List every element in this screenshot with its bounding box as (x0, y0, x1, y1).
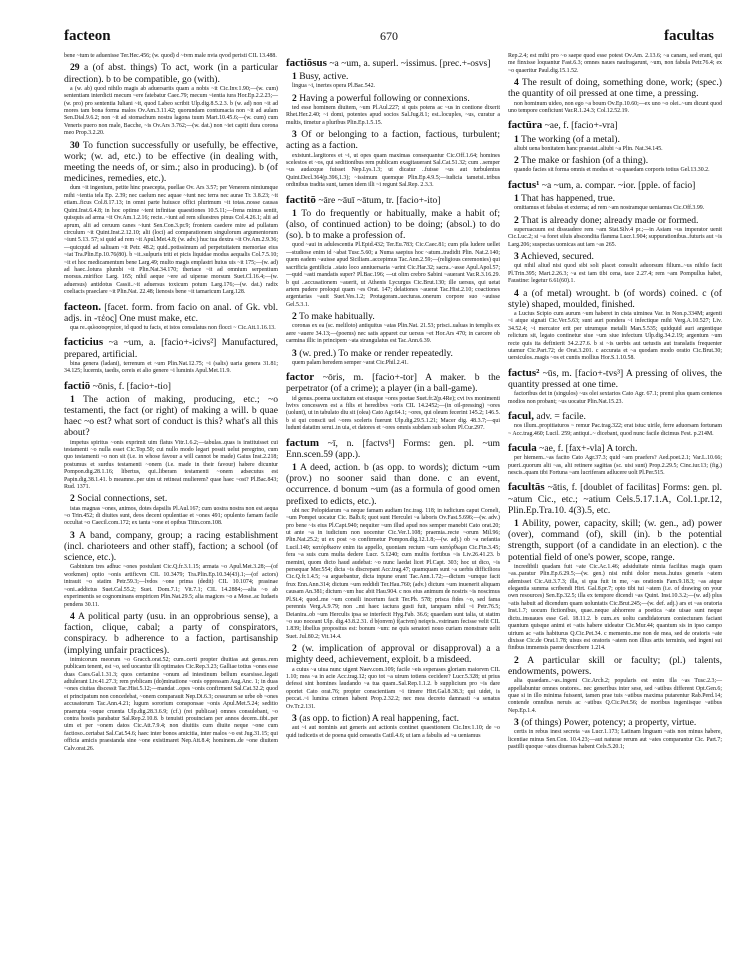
sense-definition: 4 A political party (usu. in an opprobrious sense), a faction, clique, cabal; a party of conspirators, conspiracy. b adherence to a faction, partisanship (implying unfair practices). (64, 610, 278, 656)
citation-block: impetus spiritus ~onis exprimit uim flatus Vitr.1.6.2;—tabulas..quas is instituisset cui testamenti ~o nulla esset Cic.Top.50; cui nullo modo legari possit uelut peregrino, cum quo testamenti ~o non sit (i.e. in whose favour a will cannot be made) Gaius Inst.2.218; postumus et surdus testamenti ~onem (i.e. made in their favour) habere dicuntur Pompon.dig.28.1.16; libertus, qui..liberam testamenti ~onem adsecutus est Papin.dig.38.1.41. b meamne..per uim ut retineat mulierem? quae haec ~ost? Pl.Bac.843; Rud. 1371. (64, 439, 278, 491)
lemma: facteon. (64, 300, 101, 313)
citation-block: incredibili quadam fuit ~ate Cic.Ac.1.46; adsiduitate nimia facilitas magis quam ~as..paratur Plin.Ep.6.29.5;—(w. gen.) nisi mihi dolor meus..huius generis ~atem ademisset Cic.Att.3.7.3; illa, si qua fuit in me, ~as orationis Fam.9.18.3; ~as atque elegantia summa scribendi Hirt. Gal.8.pr.7; opto tibi tui ~atem (i.e. of drawing on your own resources) Sen.Ep.32.5; illa ex tempore dicendi ~as Quint. Inst.10.3.2;—(w. ad) plus ~atis habuit ad dicendum quam uoluntatis Cic.Brut.245;—(w. def. adj.) ars et ~as oratoria Inst.1.7; uocum fictionibus, quae..neque abhorrere a poetica ~ate uisae sunt neque dictu..insuaues esse Gel. 18.11.2. b cum..ex uoltu candidatorum coniecturam faciant quantum quisque animi et ~atis habere uideatur Cic.Mur.44; quantum sis in ipso campo uirium ac ~atis habiturus Q.Cic.Pet.34. c memento..me non de mea, sed de oratoris ~ate dixisse Cic.de Orat.1.78; uisus est oratoris ~atem non illius artis terminis, sed ingeni sui finibus immensis paene describere 1.214. (508, 563, 722, 652)
sense-number: 1 (292, 462, 297, 474)
citation-block: Gabinium tres adhuc ~ones postulant Cic.Q.fr.3.1.15; armata ~o Apul.Met.3.28;—(of workmen) optio ~onis artificvm CIL 10.3479; Tra.Plin.Ep.10.34(43).1;—(of actors) intrauit ~o statim Petr.59.3;—lvdos ~one prima (dedit) CIL 10.1074; prasinae ~oni..addictus Suet.Cal.55.2; Suet. Dom.7.1; Vit.7.1; CIL 14.2884;—alia ~o ab experimentis se cognominans empiricen Plin.Nat.29.5; alia magices ~o a Mose..ac Iudaeis pendens 30.11. (64, 564, 278, 608)
citation-block: per hiemem..~as facito Cato Agr.37.3; quid ~am praefers? Aed.poet.2.1; Var.L.10.66; pueri..quorum alii ~as, alii retinere sagittas (sc. uisi sunt) Prop.2.29.5; Cinc.iur.13; (fig.) nescis..quam tibi Fortuna ~am lucriferam adlucere uolt Pl.Per.515. (508, 455, 722, 477)
citation-block: dum ~it ingenium, petite hinc praecepta, puellae Ov. Ars 3.57; per Venerem nimiumque mihi ~ientia tela Ep. 2.39; nec caelum nec aquae ~iunt nec terra nec aurae Tr. 3.8.23; ~it etiam..ficus Col.8.17.13; in omni parte huiusce offici plurimum ~it totas..nosse causas Quint.Inst.6.4.8; in hoc optime ~ient infinitae quaestiones 10.5.11;—frena minus sentit, quisquis ad arma ~it Ov.Am.1.2.16; recte..~iunt ad rem siluestres pinus Col.4.26.1; alii ad aprum, alii ad ceruum canes ~iunt Sen.Con.3.pr.9; frontem caedere mire ad pullatum circulum ~it Quint.Inst.2.12.10; alii (loci) ad comparationem singulorum argumentorum ~iunt 5.13. 57; si quid ad rem ~it Apul.Met.4.8; (w. adv.) huc tua dextra ~it Ov.Am.2.9.36;—quicquid ad saliuam ~it Petr. 48.2; quid..potissimum ad perpetuitatem memoriae eius ~iat Tra.Plin.Ep.10.76(80). b ~it..sulpuris triti et picis liquidae modus aequalis Col.7.5.10; ~it et hoc medicamentum bene Larg.49; multo magis emplastri huius uis ~it 175;—(w. ad) ad haec..lotura plumbi ~it Plin.Nat.34.170; theriace ~it ad omnium serpentium morsus..mirifice Larg. 165; nihil aeque ~ere ad uiperae morsum Suet.Cl.16.4;—(w. aduersus) antidotus Cassii..~it aduersus toxicum potum Larg.176;—(w. dat.) radix coeliacis praeclare ~it Plin.Nat. 22.48; lienosis bene ~it tamaricum Larg.128. (64, 185, 278, 296)
entry-headword-line (64, 337, 278, 359)
citation-block: bina genera (ladani), terrenum et ~um Plin.Nat.12.75; ~i (salis) uaria genera 31.81; 34.125; lucernis, taedis, cereis et alio genere ~i luminis Apul.Met.11.9. (64, 360, 278, 375)
guide-word-right: facultas (664, 28, 714, 44)
lemma: factus² (508, 366, 540, 379)
citation-block: qua re..φιλοσοφητέον, id quod tu facis, et istos consulatus non flocci ~ Cic.Att.1.16.13. (70, 324, 276, 331)
sense-number: 1 (292, 71, 297, 83)
sense-definition: 1 The working (of a metal). (514, 133, 620, 145)
sense-number: 3 (514, 717, 519, 729)
sense-definition: 2 A particular skill or faculty; (pl.) talents, endowments, powers. (508, 654, 722, 677)
sense-definition: 1 To do frequently or habitually, make a habit of; (also, of continued action) to be doing; (absol.) to do (so). b to make a profession of. (286, 207, 500, 242)
lemma: factiō (64, 379, 91, 392)
citation-block: superuacuum est dissuadere rem ~am Stat.Silv.4 pr.;—in Asiam ~us imperator uenit Cic.Luc.2; si ~a foret siluis abscondita flamma Lucr.1.904; suppurationibus..futuris aut ~is Larg.206; suspectas uomicas aut iam ~as 265. (508, 226, 722, 248)
sense-definition: 29 a (of abst. things) To act, work (in a particular direction). b to be compatible, go (with). (64, 62, 278, 85)
citation-block: a Lucius Scipio cum aurum ~um haberet in cista uiminea Var. in Non.p.334M; argenti ~i atque signati Cic.Ver.5.63; sunt auri pondera ~i infectique mihi Verg.A.10.527; Liv. 34.52.4; ~i mercator erit per utrumque metalli Man.5.535; quidquid auri argentique relictum sit, legato continetur siue ~um siue infectum Ulp.dig.34.2.19; argentum ~um recte quis ita definierit 34.2.27.6. b si ~is uerbis aut uetustis aut translatis frequenter utamur Cic.Part.72; de Orat.3.201. c accurata et ~a quodam modo oratio Cic.Brut.30; uersiculos..magis ~os et cuntis mollius Hor.S.1.10.58. (508, 310, 722, 362)
entry-etymology-definition: ~ūs, m. [facio+-tvs³] A pressing of olives, the quantity pressed at one time. (508, 367, 722, 390)
sense-number: 2 (292, 643, 297, 655)
sense-number: 1 (514, 193, 519, 205)
sense-definition: 1 The action of making, producing, etc.; ~o testamenti, the fact (or right) of making a will. b quae haec ~o est? what sort of conduct is this? what's all this about? (64, 393, 278, 439)
entry-headword-line (508, 411, 722, 422)
lemma: factus¹ (508, 178, 540, 191)
entry-etymology-definition: adv. = facile. (533, 410, 586, 422)
sense-number: 1 (514, 518, 519, 530)
citation-block: factoribus det in (singulos) ~us olei sextarios Cato Agr. 67.1; premi plus quam centenos modios non probant; ~us uocatur Plin.Nat.15.23. (508, 391, 722, 405)
sense-definition: 2 That is already done; already made or formed. (514, 214, 699, 226)
sense-number: 1 (292, 207, 297, 219)
sense-number: 2 (292, 311, 297, 323)
lemma: facticius (64, 336, 104, 349)
entry-headword-line (64, 302, 278, 324)
sense-number: 3 (70, 529, 75, 541)
entry-etymology-definition: ~ī, n. [factvs¹] Forms: gen. pl. ~um Enn.scen.59 (app.). (286, 437, 500, 460)
citation-block: coronas ex ea (sc. meliloto) antiquitus ~atas Plin.Nat. 21.53; prisci..ualuas in templis ex aere ~auere 34.13;—(poems) nec satis apparet cur uersus ~et Hor.Ars 470; in carcere ob carmina illic in principem ~ata strangulatus est Tac.Ann.6.39. (286, 323, 500, 345)
citation-block: omittamus et fabulas et externa; ad rem ~am nostramque ueniamus Cic.Off.3.99. (514, 205, 705, 212)
sense-definition: 2 The make or fashion (of a thing). (514, 155, 649, 167)
entry-headword-line (286, 58, 500, 69)
sense-number: 1 (70, 393, 75, 405)
citation-block: ubi nec Pelopidarum ~a neque famam audiam Inc.trag. 118; in iudicium caput Corneli, ~um Pompei uocatur Cic. Balb.6; quot sunt Herculei ~a laboris Ov.Fast.5.696;—(w. adv.) pro bene ~is eius Pl.Capt.940; nequiter ~um illud apud nos semper manebit Cato orat.20; ut ante ~a in iudicium non uocentur Cic.Ver.1.108; praemia..recte ~orum Mil.96; Plin.Nat.25.2; ut ex post ~o confirmetur Pompon.dig.12.1.8;—(w. adj.) ob ~a nefantia Lucil.140; κατόρθωσιν enim ita appello, quoniam rectum ~um κατόρθωμα Cic.Fin.3.45; fera ~a suis cum multa dedere Lucr. 5.1240; cum multis fortibus ~is Liv.26.41.23. b memini, quom dicto haud audebat: ~o nunc laedat licet Pl.Capt. 303; hoc ut dico, ~is persequar Mer.554; dicta ~is discrepant Acc.trag.47; quamquam sunt ~a uerbis difficiliora Cic.Q.fr.1.4.5; ~a arguebantur, dicta inpune erant Tac.Ann.1.72;—dictum ~umque facit frux Enn.Ann.314; dictum ~um reddidi Ter.Hau.760; (adv.) dictum ~um inuenerit aliquam causam An.381; dictum ~um huc abit Hau.904. c nos eius animum de nostris ~is noscimus Pl.St.4; quod..me ~um consili incertum facit Ter.Ph. 578; prisca fides ~o, sed fama perennis Verg.A.9.79; non ..mi haec iactura gusti fuit, tanquam nihil ~i Petr.76.5; Deianira..ob ~um Herculis ipsa se interfecit Hyg.Fab. 36.6; quaedam sunt talia, ut statim ~o suo noceant Ulp. dig.43.8.2.31. d b(onvm) f(actvm) neiqvis..vstrinam fecisse velit CIL 1.839; libellus propositus est: bonum ~um: ne quis senatori nouo curiam monstrare uelit Suet. Jul.80.2; Vit.14.4. (286, 507, 500, 640)
citation-block: bene ~tum te aduenisse Ter.Hec.456; (w. quod) d ~tvm male nvia qvod peristi CIL 13.488. (64, 53, 277, 59)
sense-definition: 4 The result of doing, something done, work; (spec.) the quantity of oil pressed at one time, a pressing. (508, 77, 722, 100)
sense-definition: 1 That has happened, true. (514, 193, 616, 205)
lemma: factor (286, 371, 315, 384)
lemma: factiōsus (286, 57, 327, 69)
citation-block: nos illum..propitiaturos ~ remur Pac.trag.322; erat istuc uirile, ferre aduorsam fortunam ~ Acc.trag.460; Lucil. 259; antiqui..~ dicebant, quod nunc facile dicimus Fest. p.214M. (508, 423, 722, 437)
sense-number: 4 (514, 77, 519, 89)
sense-definition: 3 (w. pred.) To make or render repeatedly. (292, 347, 453, 359)
citation-block: inimicorum meorum ~o Gracch.orat.52; cum..certi propter diuitias aut genus..rem publicam tenent, est ~o, sed uocantur illi optimates Cic.Rep.3.23; Galliae totius ~ones esse duas Caes.Gal.1.31.3; quos certamine ~onum ad intestinum bellum exarsisse..legati adtulerant Liv.41.27.3; rem pvblicam (do)minatione ~onis oppressam Aug.Anc. 1; in duas ~ones ciuitas discessit Tac.Hist.5.12;—mandat ..opes ~onis confirment Sal.Cat.32.2; quod ei principatum non concedebat, ~onem comparauit Nep.Di.6.3; cessurum se urbe ob ~ones accusatorum Tac.Ann.4.21; lugum sororium consponsae ~onis Apul.Met.5.24; seditio praerupta ~oque cruenta Ulp.dig.28.3.6.9; (cf.) (rei publicae) omnes consulebant, ~o contra hostis parabatur Sal.Rep.2.10.8. b tenuisti prouinciam per annos decem..tibi..per uim et per ~onem datos Cic.Att.7.9.4; non diuitiis cum diuite neque ~one cum factioso..certabat Sal.Cat.54.6; haec inter bonos amicitia, inter malos ~o est Jug.31.15; qui officia amicis praestanda sine ~one existimaret Nep.Att.8.4; hominem..de ~one diuitem Calv.orat.26. (64, 656, 278, 752)
citation-block: qui nihil aliud nisi quod sibi soli placet consulit aduorsum filium..~us nihilo facit Pl.Trin.395; Mart.2.26.3; ~a est iam tibi cena, tace 2.27.4; rem ~am Pompullus habet, Faustine: legetur 6.61(60).1. (508, 263, 722, 285)
lemma: factitō (286, 193, 316, 206)
citation-block: a cuius ~a uiua nunc uigent Naev.com.109; facile ~eis svperases gloriam maiorvm CIL 1.10; mea ~a in acie Acc.trag.12; quo tot ~a uirum totiens cecidere? Lucr.5.328; ut prius defessi sint homines laudando ~a tua quam..Sal.Rep.1.1.2. b supplicium pro ~is dare oportet Cato orat.76; propter conscientiam ~i timere Hirt.Gal.8.38.3; qui uidet, is peccat..~i lumina crimen habent Prop.2.32.2; nec mea decreto damnasti ~a senatus Ov.Tr.2.131. (286, 666, 500, 710)
sense-definition: 3 Of or belonging to a faction, factious, turbulent; acting as a faction. (286, 129, 500, 152)
citation-block: lingua ~i, inertes opera Pl.Bac.542. (292, 83, 376, 90)
entry-etymology-definition: ~a ~um, a. [facio+-icivs²] Manufactured, prepared, artificial. (64, 337, 278, 360)
sense-definition: 2 Having a powerful following or connexions. (292, 92, 470, 104)
sense-number: 2 (292, 92, 297, 104)
citation-block: non hominum uideo, non ego ~a boum Ov.Ep.10.60;—ex uno ~o olei..~um dicunt quod uno tempore conficiunt Var.R.1.24.3; Col.12.52.19. (508, 100, 722, 115)
sense-number: 30 (70, 139, 80, 151)
entry-etymology-definition: ~āre ~āuī ~ātum, tr. [facio+-ito] (315, 194, 441, 206)
entry-headword-line (286, 438, 500, 460)
running-head (64, 28, 714, 48)
entry-etymology-definition: ~ōris, m. [facio+-tor] A maker. b the perpetrator (of a crime); a player (in a ball-game). (286, 372, 500, 395)
entry-headword-line (64, 381, 278, 392)
entry-headword-line (508, 120, 722, 131)
entry-headword-line (286, 372, 500, 394)
sense-definition: 3 (of things) Power, potency; a property, virtue. (514, 717, 697, 729)
entry-etymology-definition: ~a ~um, a. superl. ~issimus. [prec.+-osvs] (326, 58, 491, 69)
sense-number: 2 (514, 214, 519, 226)
entry-etymology-definition: ~ōnis, f. [facio+-tio] (90, 380, 171, 392)
sense-number: 2 (514, 155, 519, 167)
entry-headword-line (286, 195, 500, 206)
entry-etymology-definition: [facet. form. from facio on anal. of Gk. vbl. adjs. in -τέος] One must make, etc. (64, 301, 278, 324)
column-right (508, 53, 722, 754)
citation-block: existunt..largitores et ~i, ut opes quam maximas consequantur Cic.Off.1.64; homines scelestos et ~os, qui seditionibus rem publicam exagitauerant Sal.Cat.51.32; cum ..semper ~us audaxque fuisset Nep.Lys.1.3; ut dicatur ..fuisse ~us aut turbulentus Quint.Decl.364(p.396,1.3); ~issimum quemque Plin.Ep.4.9.5;—iudicia tametsi..tribus ordinibus tradita sunt, tamen idem illi ~i regunt Sal.Rep. 2.3.3. (286, 152, 500, 189)
citation-block: quem palam heredem semper ~arat Cic.Phil.2.41. (292, 359, 409, 366)
citation-block: a (w. ab) quod nihilo magis ab aduersariis quam a nobis ~it Cic.Inv.1.90;—(w. cum) sententiam interdicti mecum ~ere fatebatur Caec.79; mecum ~ientia iura Hor.Ep.2.2.23;—(w. pro) pro sententia Iuliani ~it, quod Labeo scribit Ulp.dig.8.5.2.3. b (w. ad) non ~it ad mores tam bona forma malos Ov.Am.3.11.42; quorundam contumacia non ~it ad aulam Sen.Dial.9.6.2; non ~it ad stomachum nostra lagona tuum Mart.10.45.6;—(w. cum) cum Veneris puero non male, Bacche, ~is Ov.Ars 3.762;—(w. dat.) non ~iet capiti dura corona meo Prop.3.2.20. (64, 85, 278, 137)
sense-number: 3 (292, 347, 297, 359)
lemma: factum (286, 436, 319, 449)
citation-block: istas magnas ~ones, animos, dotes dapsilis Pl.Aul.167; cum uostra nostra non est aequa ~o Trin.452; di diuites sunt, deos decent opulentiae et ~ones 491; opulento famam facile occultat ~o Caecil.com.172; ex tanta ~one et opibus Titin.com.108. (64, 505, 278, 527)
sense-definition: 3 (as opp. to fiction) A real happening, fact. (292, 712, 460, 724)
sense-definition: 2 (w. implication of approval or disapproval) a a mighty deed, achievement, exploit. b a misdeed. (286, 643, 500, 666)
citation-block: aut ~i aut nominis aut generis aut actionis continet quaestionem Cic.Inv.1.10; de ~o quid iudicetis et de poena quid censeatis Catil.4.6; ut iam a fabulis ad ~a ueniamus (286, 725, 500, 739)
entry-headword-line (508, 482, 722, 516)
citation-block: Rep.2.4; est mihi pro ~o saepe quod esse potest Ov.Am. 2.13.6; ~a canam, sed erant, qui me finxisse loquantur Fast.6.3; omnes naues naufragarunt, ~um, non fabula Petr.76.4; ex ~o quaeritur Paul.dig.15.1.52. (508, 53, 722, 74)
entry-headword-line (508, 368, 722, 390)
entry-etymology-definition: ~ae, f. [facio+-vra] (542, 120, 618, 132)
citation-block: certis in rebus inest secreta ~as Lucr.1.173; Latinam linguam ~atis non minus habere, licentiae minus Sen.Con. 10.4.23;—aut naturae rerum aut ~ates comparantur Cic. Part.7; pastilli quoque ~ates diuersas habent Cels.5.20.1; (508, 729, 722, 751)
entry-etymology-definition: ~ātis, f. [doublet of facilitas] Forms: gen. pl. ~atum Cic., etc.; ~atium Cels.5.17.1.A, Col.1.pr.12, Plin.Ep.Tra.10. 4(3).5, etc. (508, 482, 722, 516)
lemma: facultās (508, 481, 545, 494)
sense-number: 1 (514, 133, 519, 145)
page-number: 670 (380, 29, 398, 43)
sense-definition: 1 Ability, power, capacity, skill; (w. gen., ad) power (over), command (of), skill (in). b the potential strength, support (of a candidate in an election). c the potential field of one's power, scope, range. (508, 518, 722, 563)
lemma: facul, (508, 409, 534, 422)
lemma: facula (508, 442, 537, 454)
citation-block: ted esse hominem diuitem, ~um Pl.Aul.227; si quis potens ac ~us in contione dixerit Rhet.Her.2.40; ~i domi, potentes apud socios Sal.Jug.8.1; est..locuples, ~us, curatur a multis, timetur a pluribus Plin.Ep.1.5.15. (286, 105, 500, 126)
sense-definition: 1 Busy, active. (292, 71, 349, 83)
entry-headword-line (508, 180, 722, 191)
citation-block: id genus..poema uocitatum est eiusque ~ores poetae Suet.fr.2(p.4Re); cvi ivs monimenti hvivs concessvm est a filis et heredibvs ~oris CIL 14.2452;—(in oil-pressing) ~ores (uolunt), ut in tabulato diu sit (olea) Cato Agr.64.1; ~ores, qui oleum fecerint 145.2; 146.5. b si qui conscii uel ~ores sceleris fuerunt Ulp.dig.29.5.1.21; Macer dig. 48.3.7;—qui ludunt datatim serui..in uia, et datores et ~ores omnis subdam sub solum Pl.Cur.297. (286, 395, 500, 432)
sense-definition: 1 A deed, action. b (as opp. to words); dictum ~um (prov.) no sooner said than done. c an event, occurrence. d bonum ~um (as a formula of good omen prefixed to edicts, etc.). (286, 462, 500, 507)
sense-definition: 3 A band, company, group; a racing establishment (incl. charioteers and other staff), faction; a school (of science, etc.). (64, 529, 278, 564)
sense-definition: 2 Social connections, set. (70, 493, 168, 505)
column-middle (286, 53, 500, 742)
sense-number: 2 (70, 493, 75, 505)
sense-number: 3 (292, 129, 297, 141)
sense-number: 4 (70, 610, 75, 622)
sense-definition: 30 To function successfully or usefully, be effective, work; (w. ad, etc.) to be effective (in dealing with, meeting the needs of, or sim.; also in producing). b (of medicines, remedies, etc.). (64, 139, 278, 185)
column-left (64, 53, 278, 755)
sense-number: 29 (70, 62, 80, 74)
lemma: factūra (508, 119, 543, 132)
entry-etymology-definition: ~ae, f. [fax+-vla] A torch. (536, 443, 638, 454)
citation-block: aliubi uena bonitatem hanc praestat..aliubi ~a Plin. Nat.34.145. (514, 145, 663, 152)
entry-etymology-definition: ~a ~um, a. compar. ~ior. [pple. of facio] (539, 179, 696, 191)
sense-definition: 3 Achieved, secured. (514, 251, 594, 263)
sense-number: 2 (514, 654, 519, 666)
entry-headword-line (508, 443, 722, 454)
guide-word-left: facteon (64, 28, 111, 44)
sense-number: 3 (292, 712, 297, 724)
citation-block: quando facies sit forma omnis et modus et ~a quaedam corporis totius Gel.13.30.2. (514, 167, 710, 174)
sense-number: 3 (514, 251, 519, 263)
sense-definition: 4 a (of metal) wrought. b (of words) coined. c (of style) shaped, moulded, finished. (508, 287, 722, 310)
sense-number: 4 (514, 287, 519, 299)
sense-definition: 2 To make habitually. (292, 311, 375, 323)
citation-block: quod ~aui in adulescentia Pl.Epid.432; Ter.Eu.783; Cic.Caec.81; cum pila ludere uellet—studiose enim id ~abat Tusc.5.60; a Numa saepius hoc ~atum..tradidit Plin. Nat.2.140; quem eadem ~auisse apud Siciliam..accepimus Tac.Ann.2.59;—(religious ceremonies) qui sacrificia gentilicia ..stato loco anniuersaria ~arint Cic.Har.32; sacra..~asse Apul.Apol.57;—quid ~asti mandatis super? Pl.Bac.196; —ut olim crebro Sabini ~auerant Var.R.3.16.29. b qui ..accusationem ~auerit, ut Athenis Lycurgus Cic.Brut.130; ille uersus, qui uetat artem pudere proloqui quam ~es Orat. 147; delationes ~auerat Tac.Hist.2.10; coactiones argentarias ~auit Suet.Ves.1.2; Protagoram..uecturas..onerum corpore suo ~auisse Gel.5.3.1. (286, 242, 500, 308)
citation-block: alia quaedam..~as..ingeni Cic.Arch.2; popularis est enim illa ~as Tusc.2.3;—appellabuntur omnes oratores.. nec generibus inter sese, sed ~atibus different Opt.Gen.6; quae si in illo minima fuissent, tamen prae tuis ~atibus maxima putarentur Rab.Perd.14; contende omnibus neruis ac ~atibus Q.Cic.Pet.56; de moribus ingeniisque ~atibus Nep.Ep.1.4. (508, 678, 722, 714)
